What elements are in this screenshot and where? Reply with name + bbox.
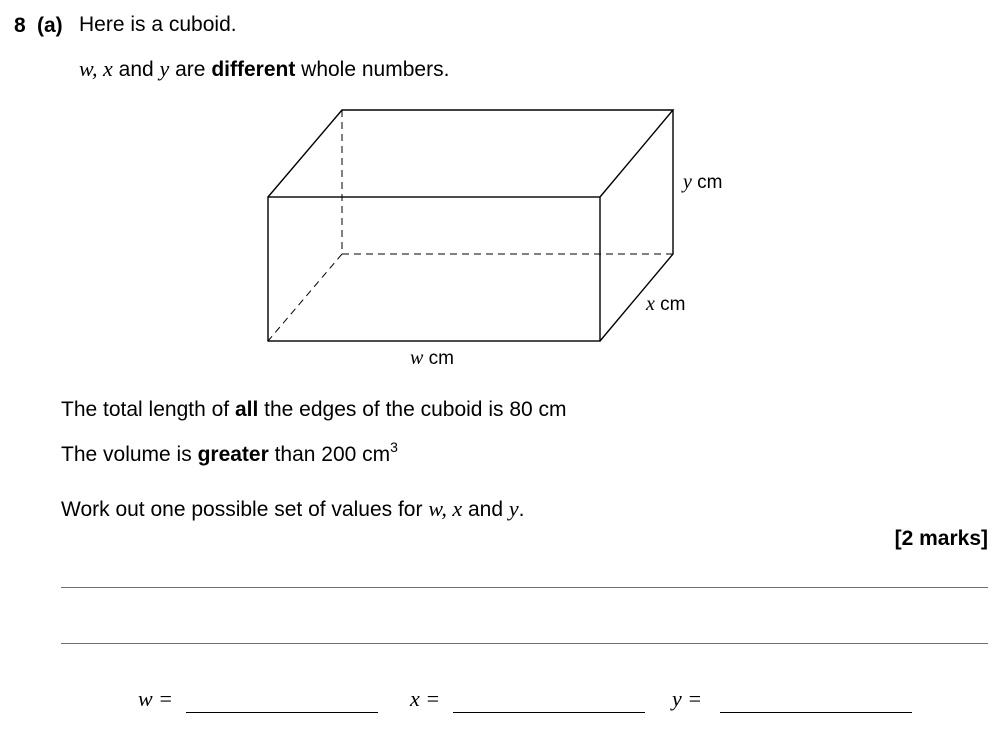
question-number: 8	[14, 14, 26, 37]
hidden-depth-edge	[268, 254, 342, 341]
task-statement	[61, 496, 524, 522]
label-w-cm	[410, 347, 454, 370]
label-y-var: y	[683, 171, 692, 193]
volume-statement	[61, 439, 398, 467]
variable-y: y	[159, 56, 170, 81]
answer-y-field[interactable]	[720, 712, 912, 713]
label-x-var: x	[646, 293, 655, 315]
label-w-var: w	[410, 347, 424, 369]
answer-w-field[interactable]	[186, 712, 378, 713]
label-x-cm	[646, 293, 686, 316]
task-and: and	[462, 498, 509, 521]
label-y-cm	[683, 171, 723, 194]
label-x-unit: cm	[654, 294, 686, 315]
different-emphasis: different	[211, 58, 296, 81]
edges-post: the edges of the cuboid is 80 cm	[258, 398, 567, 421]
working-line-1[interactable]	[61, 587, 988, 588]
edges-statement	[61, 398, 567, 422]
label-y-unit: cm	[691, 172, 723, 193]
greater-emphasis: greater	[197, 443, 269, 466]
answer-x-field[interactable]	[453, 712, 645, 713]
marks-label: [2 marks]	[894, 527, 988, 550]
variables-wx: w, x	[79, 56, 113, 81]
cubed-superscript: 3	[390, 439, 398, 455]
are-text: are	[169, 58, 212, 81]
answer-x-label: x =	[410, 686, 441, 711]
volume-post: than 200 cm	[268, 443, 391, 466]
all-emphasis: all	[234, 398, 259, 421]
whole-numbers-text: whole numbers.	[295, 58, 450, 81]
working-line-2[interactable]	[61, 643, 988, 644]
task-pre: Work out one possible set of values for	[61, 498, 429, 521]
edges-pre: The total length of	[61, 398, 235, 421]
cuboid-top-face	[268, 110, 673, 197]
and-text: and	[112, 58, 160, 81]
task-var-y: y	[508, 496, 519, 521]
volume-pre: The volume is	[61, 443, 198, 466]
question-part: (a)	[37, 14, 63, 37]
task-end: .	[518, 498, 525, 521]
intro-text: Here is a cuboid.	[79, 13, 237, 36]
label-w-unit: cm	[423, 348, 454, 369]
cuboid-front-face	[268, 197, 600, 341]
task-vars-wx: w, x	[428, 496, 463, 521]
answer-w-label: w =	[138, 686, 174, 711]
answer-y-label: y =	[672, 686, 703, 711]
